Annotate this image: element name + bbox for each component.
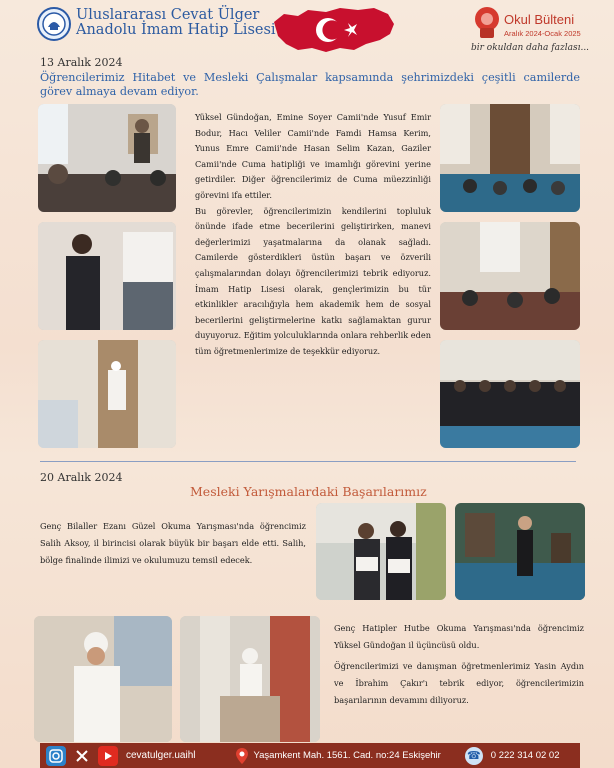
school-logo bbox=[37, 7, 71, 41]
photo-congregation bbox=[440, 222, 580, 330]
bulletin-icon bbox=[471, 6, 503, 40]
school-name bbox=[76, 8, 276, 38]
section1-paragraph2: Bu görevler, öğrencilerimizin kendilerini topluluk önünde ifade etme becerilerini geliştirirken, manevi değerlerimizi yaşatmalarına da olanak sağladı. Camilerde gösterdikleri üstün başarı ve özverili çalışmalarından dolayı öğrencilerimizi tebrik ediyoruz. İmam Hatip Lisesi olarak, gençlerimizin bu tür etkinlikler aracılığıyla hem akademik hem de sosyal becerilerini geliştirmelerine katkı sağlamaktan gurur duyuyoruz. Eğitim yolculuklarında onlara rehberlik eden tüm öğretmenlerimize de teşekkür ediyoruz. bbox=[195, 205, 431, 356]
bulletin-date: Aralık 2024-Ocak 2025 bbox=[504, 29, 581, 38]
section1-paragraph1: Yüksel Gündoğan, Emine Soyer Camii'nde Yusuf Emir Bodur, Hacı Veliler Camii'nde Famdi Hamsa Kerim, Yunus Emre Camii'nde Hasan Selim Kazan, Gaziler Camii'nde Cuma hatipliği ve imamlığı görevini yerine getirdiler. Diğer öğrencilerimiz de Cuma müezzinliği görevini ifa ettiler. bbox=[195, 112, 431, 200]
section1-body bbox=[195, 110, 431, 360]
photo-group bbox=[440, 340, 580, 448]
section1-headline: Öğrencilerimiz Hitabet ve Mesleki Çalışmalar kapsamında şehrimizdeki çeşitli camilerde görev almaya devam ediyor. bbox=[40, 71, 580, 98]
bulletin-title: Okul Bülteni bbox=[504, 12, 575, 27]
section2-date: 20 Aralık 2024 bbox=[40, 471, 123, 484]
photo-mosque-sermon bbox=[38, 104, 176, 212]
photo-mosque-interior bbox=[440, 104, 580, 212]
school-name-line1: Uluslararası Cevat Ülger bbox=[76, 7, 260, 23]
footer-phone[interactable]: 0 222 314 02 02 bbox=[490, 750, 560, 761]
section2-body-right bbox=[334, 620, 584, 713]
phone-icon: ☎ bbox=[465, 747, 483, 765]
footer-handle[interactable]: cevatulger.uaihl bbox=[126, 750, 196, 761]
photo-minbar bbox=[38, 340, 176, 448]
school-name-line2: Anadolu İmam Hatip Lisesi bbox=[76, 22, 276, 38]
footer-bar bbox=[40, 743, 580, 768]
photo-student-call bbox=[38, 222, 176, 330]
section-divider bbox=[40, 461, 576, 462]
instagram-icon[interactable] bbox=[46, 746, 66, 766]
photo-call-to-prayer bbox=[34, 616, 172, 742]
photo-pulpit-sermon bbox=[180, 616, 320, 742]
turkey-flag-map-icon bbox=[270, 4, 398, 56]
location-pin-icon bbox=[236, 748, 248, 764]
x-icon[interactable] bbox=[72, 746, 92, 766]
youtube-icon[interactable] bbox=[98, 746, 118, 766]
bulletin-motto: bir okuldan daha fazlası... bbox=[471, 43, 590, 53]
section2-paragraph1: Genç Bilaller Ezanı Güzel Okuma Yarışması'nda öğrencimiz Salih Aksoy, il birincisi olarak büyük bir başarı elde etti. Salih, bölge finalinde ilimizi ve okulumuzu temsil edecek. bbox=[40, 521, 306, 565]
photo-award-ceremony bbox=[316, 503, 446, 600]
photo-stage-speaker bbox=[455, 503, 585, 600]
section2-title: Mesleki Yarışmalardaki Başarılarımız bbox=[190, 484, 427, 499]
section2-paragraph2: Genç Hatipler Hutbe Okuma Yarışması'nda öğrencimiz Yüksel Gündoğan il üçüncüsü oldu. bbox=[334, 623, 584, 650]
section1-date: 13 Aralık 2024 bbox=[40, 56, 123, 69]
footer-address: Yaşamkent Mah. 1561. Cad. no:24 Eskişehir bbox=[253, 750, 441, 761]
section2-paragraph3: Öğrencilerimizi ve danışman öğretmenlerimiz Yasin Aydın ve İbrahim Çakır'ı tebrik ediyor, öğrencilerimizin başarılarının devamını diliyoruz. bbox=[334, 661, 584, 705]
